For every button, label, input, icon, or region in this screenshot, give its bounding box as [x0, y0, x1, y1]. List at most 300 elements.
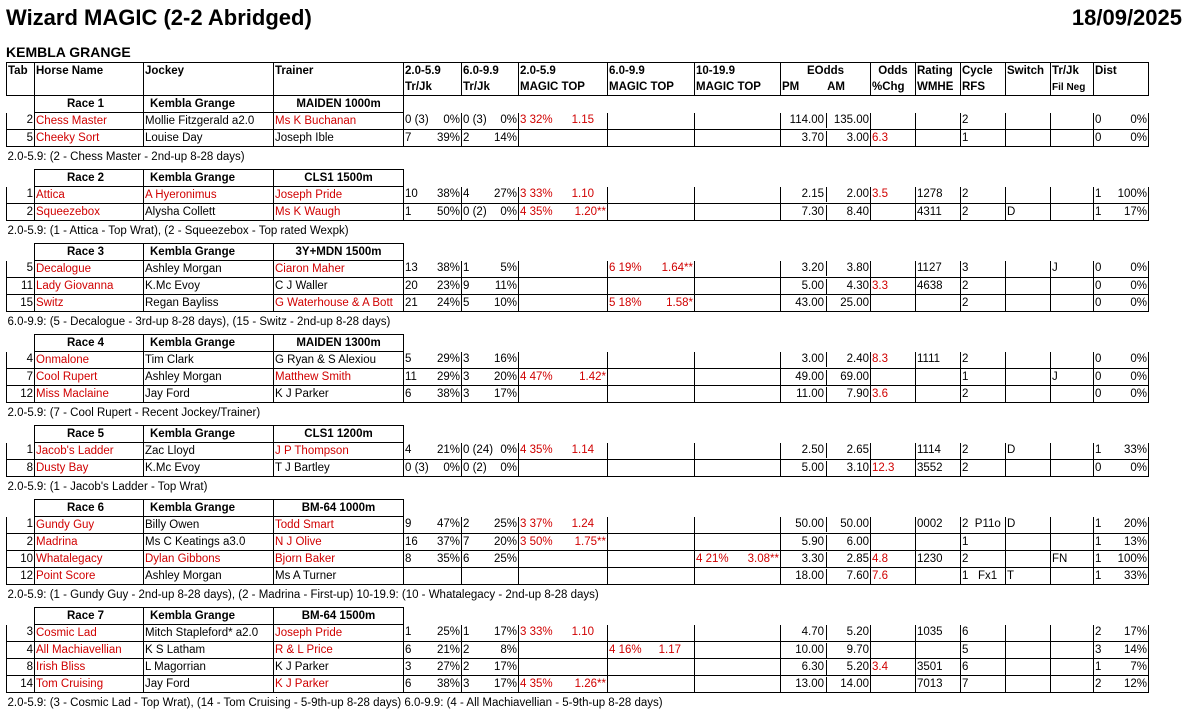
horse-row[interactable]	[7, 352, 1149, 369]
subheader-14: Fil Neg	[1051, 79, 1094, 96]
trjk1-value: 29%	[436, 370, 460, 383]
race-header-blank	[7, 500, 35, 517]
horse-row[interactable]	[7, 460, 1149, 477]
trjk1-cell	[404, 204, 462, 221]
dist-percent: 12%	[1123, 677, 1147, 690]
horse-row[interactable]	[7, 568, 1149, 585]
m1-count: 3 37%	[520, 518, 553, 531]
dist-count: 2	[1095, 626, 1102, 639]
trjk2-value: 14%	[493, 131, 517, 144]
horse-row[interactable]	[7, 642, 1149, 659]
eodds-values	[782, 261, 869, 276]
eodds-cell	[781, 460, 871, 477]
trjk2-split	[463, 205, 517, 220]
dist-split	[1095, 643, 1147, 658]
trainer-name: N J Olive	[274, 534, 404, 551]
m1-count: 4 35%	[520, 444, 553, 457]
race-header-empty	[404, 500, 462, 517]
cycle-rfs: 2	[961, 386, 1006, 403]
race-number: Race 7	[35, 608, 144, 625]
eodds-cell	[781, 113, 871, 130]
trjk1-split	[405, 296, 460, 311]
trjk2-split	[463, 296, 517, 311]
eodds-values	[782, 187, 869, 202]
trjk1-cell	[404, 113, 462, 130]
race-note-row	[7, 477, 1149, 496]
pm-odds: 10.00	[782, 643, 827, 658]
am-odds: 25.00	[840, 296, 869, 309]
am-odds: 2.40	[846, 353, 869, 366]
dist-split	[1095, 113, 1147, 128]
dist-percent: 0%	[1130, 296, 1147, 309]
tab-number: 15	[7, 295, 35, 312]
jockey-name: K.Mc Evoy	[144, 278, 274, 295]
rating-wmhe	[916, 568, 961, 585]
race-note: 6.0-9.9: (5 - Decalogue - 3rd-up 8-28 days), (15 - Switz - 2nd-up 8-28 days)	[7, 315, 391, 328]
race-header-row	[7, 96, 1149, 113]
m3-split	[696, 552, 779, 567]
m2-cell	[608, 278, 695, 295]
dist-count: 0	[1095, 131, 1102, 144]
trjk1-value: 21%	[436, 643, 460, 656]
trjk2-count: 3	[463, 387, 470, 400]
dist-percent: 100%	[1117, 552, 1147, 565]
race-venue: Kembla Grange	[144, 244, 274, 261]
rating-wmhe: 3501	[916, 659, 961, 676]
eodds-values	[782, 296, 869, 311]
race-header-empty	[608, 170, 695, 187]
race-number: Race 3	[35, 244, 144, 261]
m2-value: 1.17	[658, 643, 681, 656]
horse-name: Cool Rupert	[35, 369, 144, 386]
rating-wmhe: 1111	[916, 352, 961, 369]
trjk1-cell	[404, 642, 462, 659]
dist-count: 1	[1095, 660, 1102, 673]
jockey-name: Jay Ford	[144, 386, 274, 403]
dist-count: 2	[1095, 677, 1102, 690]
race-header-empty	[695, 170, 781, 187]
magic-table	[6, 62, 1149, 715]
trjk1-split	[405, 443, 460, 458]
jockey-name: Ashley Morgan	[144, 261, 274, 278]
trjk1-split	[405, 461, 460, 476]
horse-name: Switz	[35, 295, 144, 312]
horse-row[interactable]	[7, 676, 1149, 693]
race-header-empty	[695, 608, 781, 625]
eodds-cell	[781, 261, 871, 278]
trjk2-value: 20%	[493, 535, 517, 548]
odds-change	[871, 369, 916, 386]
jockey-name: Ms C Keatings a3.0	[144, 534, 274, 551]
m2-count: 4 16%	[609, 643, 642, 656]
jockey-name: Ashley Morgan	[144, 568, 274, 585]
trainer-name: Todd Smart	[274, 517, 404, 534]
pm-odds: 2.50	[782, 443, 827, 458]
rating-wmhe: 1230	[916, 551, 961, 568]
trjk2-cell	[462, 659, 519, 676]
rating-wmhe: 1035	[916, 625, 961, 642]
race-header-empty	[1006, 244, 1051, 261]
odds-change	[871, 113, 916, 130]
subheader-12: RFS	[961, 79, 1006, 96]
trjk2-cell	[462, 130, 519, 147]
dist-count: 0	[1095, 387, 1102, 400]
rating-wmhe	[916, 642, 961, 659]
horse-name: Madrina	[35, 534, 144, 551]
race-class: MAIDEN 1000m	[274, 96, 404, 113]
trjk2-value: 8%	[500, 643, 517, 656]
pm-odds: 49.00	[782, 370, 827, 385]
m1-value: 1.15	[571, 114, 594, 127]
jockey-name: Mitch Stapleford* a2.0	[144, 625, 274, 642]
race-header-empty	[871, 170, 916, 187]
tab-number: 8	[7, 460, 35, 477]
m1-cell	[519, 386, 608, 403]
m1-value: 1.75**	[574, 535, 606, 548]
fil-neg-value	[1051, 113, 1094, 130]
trjk2-cell	[462, 261, 519, 278]
am-odds: 69.00	[840, 370, 869, 383]
report-title: Wizard MAGIC (2-2 Abridged)	[6, 5, 312, 30]
horse-row[interactable]	[7, 261, 1149, 278]
m1-split	[520, 187, 606, 202]
trainer-name: K J Parker	[274, 676, 404, 693]
cycle-rfs: 5	[961, 642, 1006, 659]
race-note-row	[7, 312, 1149, 331]
horse-name: Decalogue	[35, 261, 144, 278]
race-header-empty	[462, 608, 519, 625]
race-venue: Kembla Grange	[144, 170, 274, 187]
eodds-cell	[781, 642, 871, 659]
m1-value: 1.26**	[574, 677, 606, 690]
race-header-empty	[871, 96, 916, 113]
trjk1-split	[405, 643, 460, 658]
trainer-name: Joseph Pride	[274, 187, 404, 204]
race-header-empty	[781, 335, 871, 352]
dist-cell	[1094, 295, 1149, 312]
m3-cell	[695, 386, 781, 403]
odds-change	[871, 295, 916, 312]
trjk1-cell	[404, 187, 462, 204]
trjk2-value: 17%	[493, 626, 517, 639]
subheader-10: %Chg	[871, 79, 916, 96]
col-pm-header: PM	[782, 80, 800, 93]
horse-name: Jacob's Ladder	[35, 443, 144, 460]
dist-cell	[1094, 187, 1149, 204]
race-header-empty	[462, 500, 519, 517]
trjk1-split	[405, 261, 460, 276]
eodds-values	[782, 443, 869, 458]
tab-number: 1	[7, 517, 35, 534]
horse-row[interactable]	[7, 113, 1149, 130]
race-header-row	[7, 608, 1149, 625]
dist-split	[1095, 205, 1147, 220]
race-header-empty	[608, 608, 695, 625]
eodds-cell	[781, 295, 871, 312]
trjk1-cell	[404, 295, 462, 312]
m1-value: 1.20**	[574, 205, 606, 218]
am-odds: 7.90	[846, 387, 869, 400]
trjk2-split	[463, 279, 517, 294]
race-header-blank	[7, 244, 35, 261]
switch-value	[1006, 551, 1051, 568]
m2-cell	[608, 676, 695, 693]
trainer-name: K J Parker	[274, 659, 404, 676]
race-note: 2.0-5.9: (2 - Chess Master - 2nd-up 8-28 days)	[7, 150, 245, 163]
tab-number: 3	[7, 625, 35, 642]
m2-cell	[608, 187, 695, 204]
race-header-empty	[916, 170, 961, 187]
m1-split	[520, 535, 606, 550]
trjk2-value: 17%	[493, 387, 517, 400]
jockey-name: K.Mc Evoy	[144, 460, 274, 477]
race-header-empty	[1051, 170, 1094, 187]
dist-split	[1095, 552, 1147, 567]
pm-odds: 114.00	[782, 113, 827, 128]
race-header-empty	[1006, 335, 1051, 352]
horse-name: Onmalone	[35, 352, 144, 369]
m3-cell	[695, 130, 781, 147]
trainer-name: T J Bartley	[274, 460, 404, 477]
race-note-row	[7, 403, 1149, 422]
horse-row[interactable]	[7, 369, 1149, 386]
trjk1-cell	[404, 386, 462, 403]
col-magic-2-5-header: 2.0-5.9	[519, 63, 608, 80]
race-header-blank	[7, 426, 35, 443]
race-header-empty	[961, 244, 1006, 261]
trjk1-cell	[404, 568, 462, 585]
dist-percent: 0%	[1130, 114, 1147, 127]
m2-cell	[608, 443, 695, 460]
horse-name: Attica	[35, 187, 144, 204]
tab-number: 2	[7, 534, 35, 551]
horse-row[interactable]	[7, 659, 1149, 676]
tab-number: 11	[7, 278, 35, 295]
trjk2-value: 17%	[493, 677, 517, 690]
horse-name: Gundy Guy	[35, 517, 144, 534]
dist-split	[1095, 131, 1147, 146]
m3-cell	[695, 443, 781, 460]
m2-cell	[608, 352, 695, 369]
switch-value: D	[1006, 204, 1051, 221]
race-header-empty	[695, 426, 781, 443]
trjk2-count: 0 (2)	[463, 205, 487, 218]
odds-change: 3.5	[871, 187, 916, 204]
eodds-cell	[781, 659, 871, 676]
dist-count: 3	[1095, 643, 1102, 656]
m2-count: 5 18%	[609, 296, 642, 309]
trjk1-cell	[404, 443, 462, 460]
odds-change: 4.8	[871, 551, 916, 568]
race-class: BM-64 1000m	[274, 500, 404, 517]
subheader-blank-15	[1094, 79, 1149, 96]
trjk1-split	[405, 113, 460, 128]
trjk1-split	[405, 625, 460, 640]
dist-count: 0	[1095, 461, 1102, 474]
trjk2-cell	[462, 187, 519, 204]
pm-odds: 3.20	[782, 261, 827, 276]
col-trjk-2-5-header: 2.0-5.9	[404, 63, 462, 80]
race-number: Race 4	[35, 335, 144, 352]
race-note: 2.0-5.9: (1 - Attica - Top Wrat), (2 - Squeezebox - Top rated Wexpk)	[7, 224, 349, 237]
trainer-name: J P Thompson	[274, 443, 404, 460]
subheader-blank-13	[1006, 79, 1051, 96]
dist-split	[1095, 279, 1147, 294]
m3-cell	[695, 278, 781, 295]
eodds-cell	[781, 204, 871, 221]
m1-split	[520, 517, 606, 532]
trjk1-value: 27%	[436, 660, 460, 673]
dist-cell	[1094, 676, 1149, 693]
trjk2-value: 20%	[493, 370, 517, 383]
horse-row[interactable]	[7, 187, 1149, 204]
trainer-name: G Ryan & S Alexiou	[274, 352, 404, 369]
trjk2-cell	[462, 551, 519, 568]
horse-row[interactable]	[7, 625, 1149, 642]
race-header-blank	[7, 170, 35, 187]
eodds-values	[782, 625, 869, 640]
switch-value	[1006, 261, 1051, 278]
odds-change	[871, 261, 916, 278]
eodds-cell	[781, 386, 871, 403]
m1-split	[520, 443, 606, 458]
horse-row[interactable]	[7, 534, 1149, 551]
race-header-empty	[1094, 170, 1149, 187]
tab-number: 12	[7, 568, 35, 585]
trjk2-cell	[462, 568, 519, 585]
m1-count: 4 35%	[520, 677, 553, 690]
cycle-rfs: 6	[961, 659, 1006, 676]
race-venue: Kembla Grange	[144, 426, 274, 443]
cycle-rfs: 1	[961, 369, 1006, 386]
m3-cell	[695, 295, 781, 312]
dist-split	[1095, 461, 1147, 476]
race-venue: Kembla Grange	[144, 608, 274, 625]
odds-change: 12.3	[871, 460, 916, 477]
rating-wmhe	[916, 295, 961, 312]
dist-percent: 0%	[1130, 353, 1147, 366]
race-header-empty	[404, 170, 462, 187]
am-odds: 4.30	[846, 279, 869, 292]
eodds-values	[782, 643, 869, 658]
trjk1-value: 39%	[436, 131, 460, 144]
dist-percent: 100%	[1117, 188, 1147, 201]
horse-name: Miss Maclaine	[35, 386, 144, 403]
m1-split	[520, 113, 606, 128]
trjk1-value: 47%	[436, 518, 460, 531]
trjk1-split	[405, 552, 460, 567]
trjk1-split	[405, 535, 460, 550]
race-header-empty	[404, 608, 462, 625]
trjk2-value: 0%	[500, 114, 517, 127]
am-odds: 6.00	[846, 535, 869, 548]
race-header-empty	[916, 500, 961, 517]
race-header-empty	[462, 244, 519, 261]
am-odds: 135.00	[833, 114, 869, 127]
rating-wmhe: 4638	[916, 278, 961, 295]
trjk1-count: 6	[405, 643, 412, 656]
pm-odds: 5.00	[782, 279, 827, 294]
m3-cell	[695, 352, 781, 369]
cycle-rfs: 2	[961, 551, 1006, 568]
am-odds: 8.40	[846, 205, 869, 218]
race-class: 3Y+MDN 1500m	[274, 244, 404, 261]
trainer-name: Joseph Pride	[274, 625, 404, 642]
m1-count: 4 47%	[520, 370, 553, 383]
am-odds: 2.00	[846, 188, 869, 201]
trjk2-count: 2	[463, 660, 470, 673]
tab-number: 4	[7, 352, 35, 369]
race-header-empty	[462, 335, 519, 352]
horse-row[interactable]	[7, 443, 1149, 460]
race-header-empty	[1094, 335, 1149, 352]
race-header-empty	[961, 335, 1006, 352]
dist-cell	[1094, 261, 1149, 278]
eodds-cell	[781, 517, 871, 534]
trjk1-cell	[404, 352, 462, 369]
horse-row[interactable]	[7, 551, 1149, 568]
horse-row[interactable]	[7, 278, 1149, 295]
m1-count: 3 50%	[520, 535, 553, 548]
m1-cell	[519, 517, 608, 534]
horse-row[interactable]	[7, 386, 1149, 403]
m2-cell	[608, 204, 695, 221]
trjk1-count: 1	[405, 626, 412, 639]
horse-row[interactable]	[7, 295, 1149, 312]
dist-percent: 0%	[1130, 262, 1147, 275]
horse-row[interactable]	[7, 204, 1149, 221]
cycle-rfs: 2	[961, 113, 1006, 130]
col-trainer-header: Trainer	[274, 63, 404, 80]
cycle-rfs: 2	[961, 352, 1006, 369]
race-header-empty	[404, 96, 462, 113]
eodds-cell	[781, 443, 871, 460]
eodds-values	[782, 279, 869, 294]
race-header-empty	[781, 426, 871, 443]
race-note-row	[7, 693, 1149, 712]
dist-split	[1095, 370, 1147, 385]
race-note: 2.0-5.9: (3 - Cosmic Lad - Top Wrat), (14 - Tom Cruising - 5-9th-up 8-28 days) 6.0-9.9: (4 - All Machiavellian - 5-9th-up 8-28 days)	[7, 696, 663, 709]
trjk2-value: 27%	[493, 188, 517, 201]
m1-cell	[519, 676, 608, 693]
rating-wmhe: 1127	[916, 261, 961, 278]
trjk2-count: 3	[463, 353, 470, 366]
trjk1-value: 38%	[436, 387, 460, 400]
m2-cell	[608, 551, 695, 568]
race-header-empty	[1051, 500, 1094, 517]
pm-odds: 6.30	[782, 660, 827, 675]
dist-split	[1095, 660, 1147, 675]
trjk2-value: 25%	[493, 518, 517, 531]
race-note-row	[7, 221, 1149, 240]
trjk2-count: 9	[463, 279, 470, 292]
race-header-row	[7, 170, 1149, 187]
m1-value: 1.10	[571, 188, 594, 201]
horse-row[interactable]	[7, 517, 1149, 534]
m3-cell	[695, 534, 781, 551]
tab-number: 5	[7, 130, 35, 147]
col-magic-6-9-header: 6.0-9.9	[608, 63, 695, 80]
dist-split	[1095, 443, 1147, 458]
trjk1-count: 3	[405, 660, 412, 673]
race-header-empty	[608, 426, 695, 443]
cycle-rfs: 2	[961, 443, 1006, 460]
horse-row[interactable]	[7, 130, 1149, 147]
trjk2-value: 0%	[500, 205, 517, 218]
horse-name: Point Score	[35, 568, 144, 585]
tab-number: 8	[7, 659, 35, 676]
dist-cell	[1094, 113, 1149, 130]
